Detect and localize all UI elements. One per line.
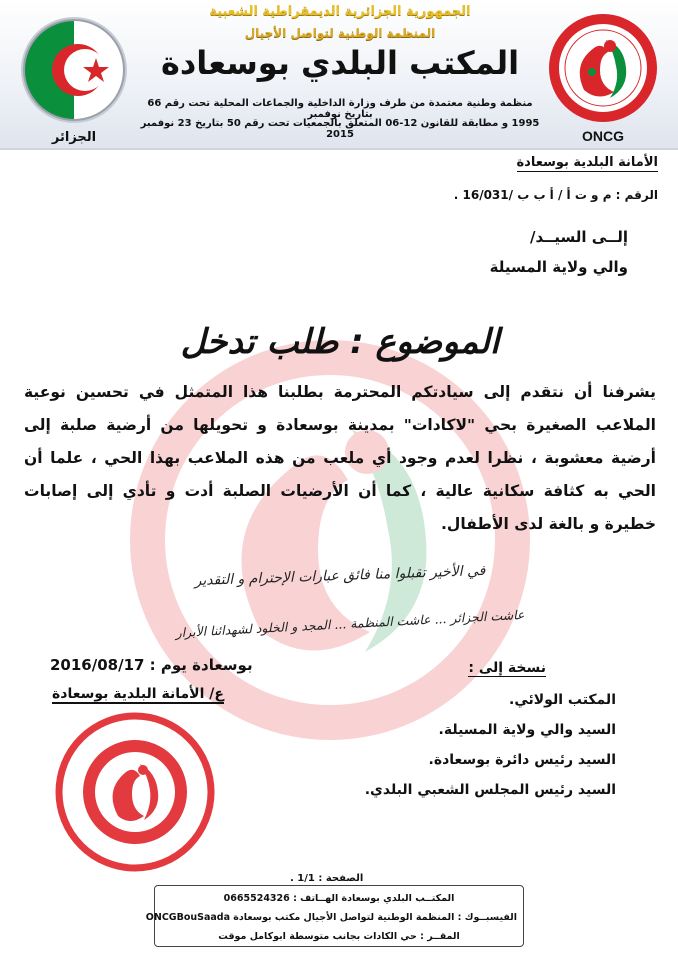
copy-to-title: نسخة إلى : xyxy=(468,660,546,676)
letter-body: يشرفنا أن نتقدم إلى سيادتكم المحترمة بطلبنا هذا المتمثل في تحسين نوعية الملاعب الصغيرة بحي "لاكادات" بمدينة بوسعادة و تحويلها من أرضية صلبة إلى أرضية معشوبة ، نظرا لعدم وجود أي ملعب من هذه الملاعب بهذا الحي ، علما أن الحي به كثافة سكانية عالية ، كما أن الأرضيات الصلبة أدت و تأدي إلى إصابات خطيرة و بالغة لدى الأطفال. xyxy=(24,383,656,533)
secretariat-label: الأمانة البلدية بوسعادة xyxy=(516,155,658,170)
addressee-title: إلــى السيــد/ xyxy=(530,228,628,246)
organization-name: المنظمة الوطنية لتواصل الأجيال xyxy=(244,26,436,40)
letterhead xyxy=(0,0,678,150)
footer-phone: المكتــب البلدي بوسعادة الهــاتف : 0665524326 xyxy=(223,893,455,904)
addressee-name: والي ولاية المسيلة xyxy=(489,258,628,276)
list-item: المكتب الولائي. xyxy=(509,692,616,708)
oncg-logo-emblem xyxy=(544,12,662,146)
copy-to-list xyxy=(365,688,616,808)
contact-footer xyxy=(145,885,524,947)
accreditation-line-1: منظمة وطنية معتمدة من طرف وزارة الداخلية والجماعات المحلية تحت رقم 66 بتاريخ نوفمبر xyxy=(147,98,533,120)
republic-name: الجمهورية الجزائرية الديمقراطية الشعبية xyxy=(209,4,471,19)
official-stamp-icon xyxy=(40,712,230,872)
subject-line: الموضوع : طلب تدخل xyxy=(180,322,500,362)
reference-number: الرقم : م و ت أ / أ ب ب /16/031 . xyxy=(453,188,658,202)
place-and-date: بوسعادة يوم : 2016/08/17 xyxy=(50,656,253,674)
logo-abbreviation: ONCG xyxy=(582,128,624,144)
page-number: الصفحة : 1/1 . xyxy=(290,873,364,884)
algeria-flag-icon xyxy=(18,12,130,130)
closing-phrase: في الأخير تقبلوا منا فائق عبارات الإحترام و التقدير xyxy=(194,562,486,590)
list-item: السيد رئيس المجلس الشعبي البلدي. xyxy=(364,782,616,798)
algeria-flag-emblem xyxy=(18,12,130,146)
oncg-logo-icon xyxy=(544,12,662,126)
signatory-line: ع/ الأمانة البلدية بوسعادة xyxy=(52,686,224,702)
flag-caption: الجزائر xyxy=(51,130,97,145)
footer-facebook: الفيسبــوك : المنظمة الوطنية لتواصل الأجيال مكتب بوسعادة ONCGBouSaada xyxy=(145,912,517,923)
list-item: السيد والي ولاية المسيلة. xyxy=(438,722,616,738)
list-item: السيد رئيس دائرة بوسعادة. xyxy=(428,752,616,768)
accreditation-line-2: 1995 و مطابقة للقانون 12-06 المتعلق بالجمعيات تحت رقم 50 بتاريخ 23 نوفمبر 2015 xyxy=(140,118,540,140)
closing-slogan: عاشت الجزائر ... عاشت المنظمة ... المجد و الخلود لشهدائنا الأبرار xyxy=(175,606,525,641)
office-title: المكتب البلدي بوسعادة xyxy=(160,44,520,82)
footer-address: المقــر : حي الكادات بجانب متوسطة ابوكامل موقت xyxy=(218,931,460,942)
